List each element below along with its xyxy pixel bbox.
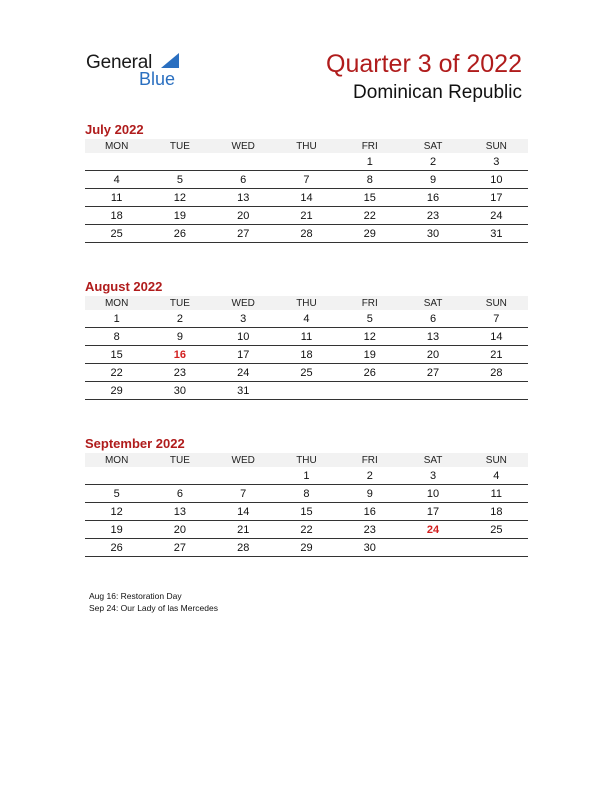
week-row [85, 503, 528, 521]
day-cell: 28 [212, 539, 275, 557]
day-cell: 20 [212, 207, 275, 225]
day-cell: 26 [148, 225, 211, 243]
weekday-header: TUE [148, 453, 211, 467]
day-cell: 21 [275, 207, 338, 225]
weekday-header: SUN [465, 296, 528, 310]
day-cell: 24 [212, 364, 275, 382]
day-cell: 29 [338, 225, 401, 243]
day-cell: 18 [275, 346, 338, 364]
weekday-header: MON [85, 296, 148, 310]
day-cell: 3 [212, 310, 275, 328]
logo-text-general: General [86, 52, 153, 73]
country-name: Dominican Republic [353, 82, 522, 103]
day-cell: 26 [85, 539, 148, 557]
weekday-header: MON [85, 139, 148, 153]
day-cell: 18 [85, 207, 148, 225]
day-cell: 12 [85, 503, 148, 521]
calendar-grid [85, 453, 528, 557]
month-title: September 2022 [85, 436, 185, 451]
day-cell: 4 [85, 171, 148, 189]
weekday-header: FRI [338, 296, 401, 310]
day-cell: 31 [465, 225, 528, 243]
day-cell: 23 [401, 207, 464, 225]
day-cell: 12 [148, 189, 211, 207]
day-cell: 26 [338, 364, 401, 382]
day-cell: 28 [465, 364, 528, 382]
day-cell: 7 [212, 485, 275, 503]
day-cell: 15 [275, 503, 338, 521]
day-cell: 1 [85, 310, 148, 328]
day-cell [338, 382, 401, 400]
day-cell: 16 [401, 189, 464, 207]
day-cell: 7 [275, 171, 338, 189]
day-cell: 6 [148, 485, 211, 503]
day-cell: 31 [212, 382, 275, 400]
day-cell: 30 [338, 539, 401, 557]
day-cell: 25 [275, 364, 338, 382]
day-cell: 5 [148, 171, 211, 189]
weekday-header: FRI [338, 139, 401, 153]
day-cell [465, 539, 528, 557]
day-cell: 14 [275, 189, 338, 207]
day-cell: 21 [465, 346, 528, 364]
day-cell: 13 [401, 328, 464, 346]
week-row [85, 539, 528, 557]
day-cell: 29 [275, 539, 338, 557]
day-cell: 8 [85, 328, 148, 346]
weekday-header: WED [212, 453, 275, 467]
weekday-header-row [85, 296, 528, 310]
day-cell [212, 467, 275, 485]
holiday-note: Sep 24: Our Lady of las Mercedes [89, 602, 218, 613]
weekday-header: SUN [465, 139, 528, 153]
week-row [85, 467, 528, 485]
day-cell: 6 [401, 310, 464, 328]
day-cell: 6 [212, 171, 275, 189]
day-cell [465, 382, 528, 400]
day-cell: 20 [148, 521, 211, 539]
day-cell [148, 153, 211, 171]
weekday-header: SUN [465, 453, 528, 467]
day-cell: 22 [275, 521, 338, 539]
day-cell: 2 [338, 467, 401, 485]
day-cell: 7 [465, 310, 528, 328]
week-row [85, 521, 528, 539]
day-cell: 30 [148, 382, 211, 400]
day-cell: 1 [338, 153, 401, 171]
week-row [85, 225, 528, 243]
holiday-day-cell: 24 [401, 521, 464, 539]
week-row [85, 364, 528, 382]
day-cell: 8 [338, 171, 401, 189]
weekday-header: WED [212, 139, 275, 153]
day-cell: 9 [148, 328, 211, 346]
day-cell: 11 [275, 328, 338, 346]
week-row [85, 382, 528, 400]
day-cell: 2 [401, 153, 464, 171]
holiday-notes [89, 591, 218, 614]
day-cell: 14 [212, 503, 275, 521]
week-row [85, 310, 528, 328]
month-july [85, 121, 528, 243]
day-cell: 9 [401, 171, 464, 189]
holiday-note: Aug 16: Restoration Day [89, 591, 182, 601]
day-cell: 1 [275, 467, 338, 485]
day-cell: 10 [212, 328, 275, 346]
generalblue-logo [86, 52, 196, 92]
day-cell [85, 467, 148, 485]
day-cell: 5 [85, 485, 148, 503]
day-cell: 30 [401, 225, 464, 243]
day-cell [148, 467, 211, 485]
weekday-header: THU [275, 296, 338, 310]
weekday-header: SAT [401, 139, 464, 153]
calendar-grid [85, 139, 528, 243]
week-row [85, 171, 528, 189]
holiday-day-cell: 16 [148, 346, 211, 364]
day-cell: 10 [465, 171, 528, 189]
weekday-header: FRI [338, 453, 401, 467]
day-cell: 3 [401, 467, 464, 485]
day-cell: 25 [465, 521, 528, 539]
day-cell: 19 [338, 346, 401, 364]
day-cell: 17 [465, 189, 528, 207]
day-cell: 5 [338, 310, 401, 328]
day-cell: 2 [148, 310, 211, 328]
day-cell: 3 [465, 153, 528, 171]
week-row [85, 346, 528, 364]
month-title: August 2022 [85, 279, 163, 294]
day-cell: 27 [401, 364, 464, 382]
day-cell: 27 [148, 539, 211, 557]
weekday-header: TUE [148, 139, 211, 153]
day-cell: 19 [85, 521, 148, 539]
logo-text-blue: Blue [139, 69, 176, 89]
day-cell: 21 [212, 521, 275, 539]
weekday-header-row [85, 139, 528, 153]
day-cell: 17 [401, 503, 464, 521]
day-cell: 19 [148, 207, 211, 225]
day-cell: 22 [85, 364, 148, 382]
day-cell [275, 153, 338, 171]
month-august [85, 278, 528, 400]
logo-triangle-icon [161, 53, 179, 68]
day-cell: 13 [148, 503, 211, 521]
day-cell: 9 [338, 485, 401, 503]
day-cell: 4 [465, 467, 528, 485]
weekday-header: MON [85, 453, 148, 467]
day-cell [401, 382, 464, 400]
calendar-grid [85, 296, 528, 400]
week-row [85, 485, 528, 503]
day-cell: 29 [85, 382, 148, 400]
day-cell [85, 153, 148, 171]
month-title: July 2022 [85, 122, 144, 137]
day-cell: 17 [212, 346, 275, 364]
week-row [85, 153, 528, 171]
weekday-header: WED [212, 296, 275, 310]
day-cell: 28 [275, 225, 338, 243]
day-cell [275, 382, 338, 400]
day-cell: 27 [212, 225, 275, 243]
day-cell: 12 [338, 328, 401, 346]
day-cell: 4 [275, 310, 338, 328]
day-cell: 11 [85, 189, 148, 207]
day-cell [401, 539, 464, 557]
week-row [85, 328, 528, 346]
day-cell [212, 153, 275, 171]
week-row [85, 207, 528, 225]
day-cell: 16 [338, 503, 401, 521]
day-cell: 15 [85, 346, 148, 364]
day-cell: 20 [401, 346, 464, 364]
day-cell: 18 [465, 503, 528, 521]
day-cell: 10 [401, 485, 464, 503]
day-cell: 25 [85, 225, 148, 243]
day-cell: 14 [465, 328, 528, 346]
day-cell: 15 [338, 189, 401, 207]
day-cell: 24 [465, 207, 528, 225]
week-row [85, 189, 528, 207]
page-title: Quarter 3 of 2022 [326, 50, 522, 78]
day-cell: 23 [148, 364, 211, 382]
day-cell: 22 [338, 207, 401, 225]
day-cell: 8 [275, 485, 338, 503]
weekday-header: THU [275, 139, 338, 153]
weekday-header: SAT [401, 453, 464, 467]
weekday-header-row [85, 453, 528, 467]
weekday-header: SAT [401, 296, 464, 310]
weekday-header: TUE [148, 296, 211, 310]
day-cell: 23 [338, 521, 401, 539]
weekday-header: THU [275, 453, 338, 467]
month-september [85, 435, 528, 557]
day-cell: 11 [465, 485, 528, 503]
day-cell: 13 [212, 189, 275, 207]
